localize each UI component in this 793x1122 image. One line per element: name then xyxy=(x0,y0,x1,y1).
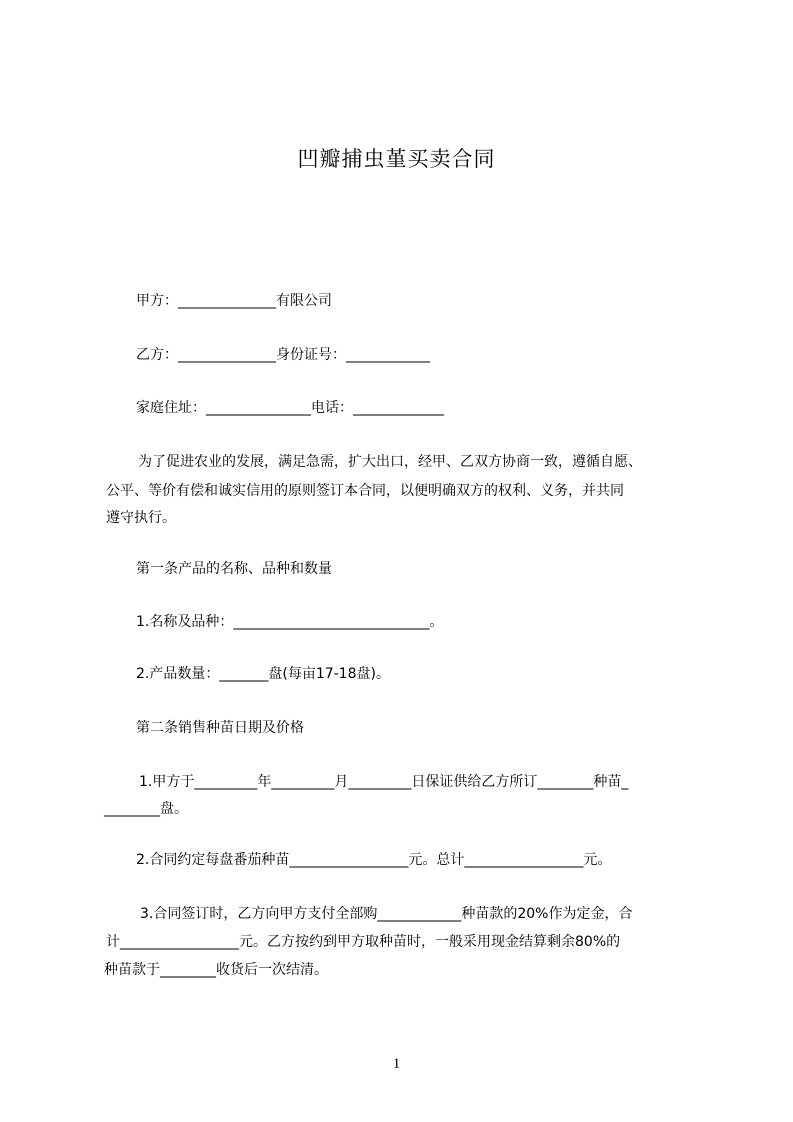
article-2-item-3-line-2: 计_________________元。乙方按约到甲方取种苗时，一般采用现金结算剩余80%的 xyxy=(106,934,621,950)
address-phone-line: 家庭住址：_______________电话：_____________ xyxy=(136,400,444,416)
preamble-line-1: 为了促进农业的发展，满足急需，扩大出口，经甲、乙双方协商一致，遵循自愿、 xyxy=(138,454,642,470)
party-b-line: 乙方：______________身份证号：____________ xyxy=(136,347,430,363)
document-title: 凹瓣捕虫堇买卖合同 xyxy=(297,147,496,171)
article-2-item-1-line-1: 1.甲方于_________年_________月_________日保证供给乙方所订________种苗_ xyxy=(139,774,629,790)
article-1-item-2: 2.产品数量：_______盘(每亩17-18盘)。 xyxy=(136,666,390,682)
page-number: 1 xyxy=(392,1056,401,1072)
article-2-heading: 第二条销售种苗日期及价格 xyxy=(136,720,304,736)
article-2-item-2: 2.合同约定每盘番茄种苗_________________元。总计_________________元。 xyxy=(136,852,612,868)
article-2-item-3-line-1: 3.合同签订时，乙方向甲方支付全部购____________种苗款的20%作为定金，合 xyxy=(140,906,633,922)
preamble-line-3: 遵守执行。 xyxy=(106,510,176,526)
article-1-item-1: 1.名称及品种：____________________________。 xyxy=(136,614,444,630)
party-a-line: 甲方：______________有限公司 xyxy=(136,293,332,309)
article-2-item-3-line-3: 种苗款于________收货后一次结清。 xyxy=(104,962,328,978)
article-1-heading: 第一条产品的名称、品种和数量 xyxy=(136,561,332,577)
article-2-item-1-line-2: ________盘。 xyxy=(104,801,188,817)
preamble-line-2: 公平、等价有偿和诚实信用的原则签订本合同，以便明确双方的权利、义务，并共同 xyxy=(106,483,624,499)
